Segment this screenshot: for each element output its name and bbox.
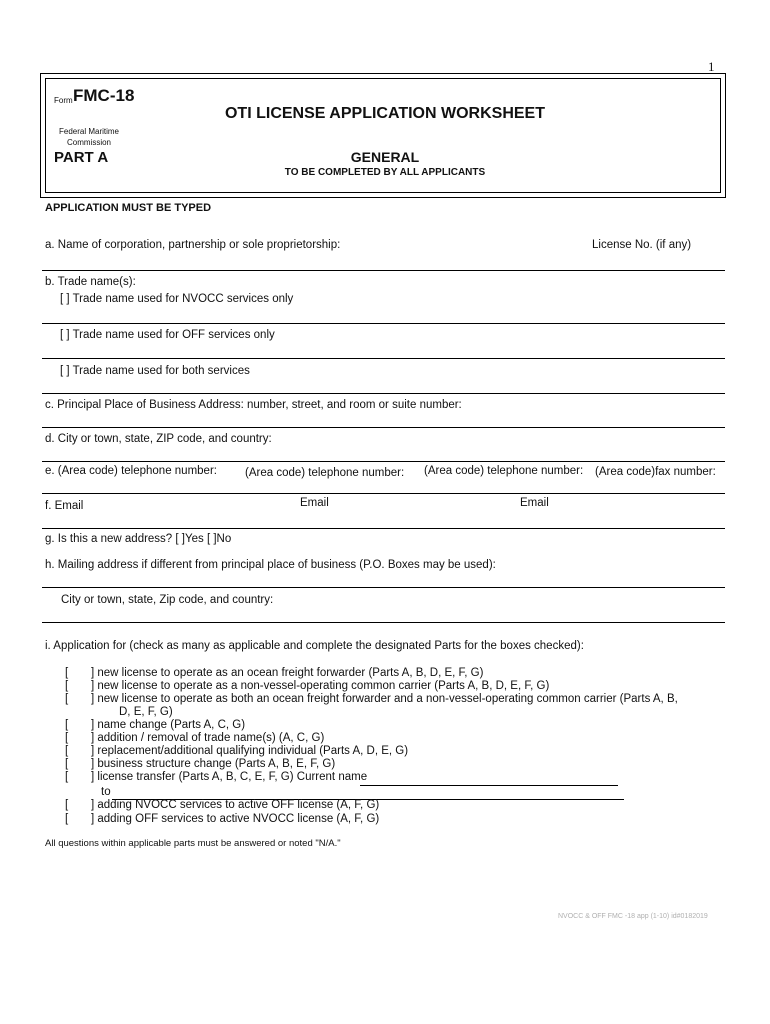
current-name-line[interactable]	[360, 785, 618, 786]
option-new-both-continued: D, E, F, G)	[119, 706, 173, 718]
checkbox-bracket[interactable]: [	[65, 745, 69, 757]
phone-3-label: (Area code) telephone number:	[424, 465, 584, 477]
transfer-to-label: to	[101, 786, 111, 798]
option-name-change[interactable]	[65, 719, 245, 731]
question-e-phone-1: e. (Area code) telephone number:	[45, 465, 217, 477]
question-g-new-address[interactable]: g. Is this a new address? [ ]Yes [ ]No	[45, 533, 232, 545]
checkbox-bracket[interactable]: [	[65, 680, 69, 692]
option-business-structure[interactable]	[65, 758, 335, 770]
field-line-h1[interactable]	[42, 587, 725, 588]
checkbox-bracket[interactable]: [	[65, 813, 69, 825]
section-subtitle: TO BE COMPLETED BY ALL APPLICANTS	[284, 167, 486, 178]
must-type-notice: APPLICATION MUST BE TYPED	[45, 202, 212, 214]
question-a: a. Name of corporation, partnership or sole proprietorship:	[45, 239, 341, 251]
option-label: ] replacement/additional qualifying individual (Parts A, D, E, G)	[91, 745, 409, 757]
checkbox-bracket[interactable]: [	[65, 667, 69, 679]
license-number-label: License No. (if any)	[592, 239, 692, 251]
checkbox-bracket[interactable]: [	[65, 758, 69, 770]
option-label: ] new license to operate as both an ocean freight forwarder and a non-vessel-operating common carrier (Parts A, B,	[91, 693, 678, 705]
section-title: GENERAL	[350, 149, 420, 165]
form-footer-id: NVOCC & OFF FMC -18 app (1-10) id#0182019	[558, 913, 708, 920]
trade-name-both-option[interactable]: [ ] Trade name used for both services	[60, 365, 250, 377]
part-label: PART A	[54, 149, 109, 166]
phone-2-label: (Area code) telephone number:	[245, 467, 405, 479]
question-f-email: f. Email	[45, 500, 84, 512]
option-label: ] license transfer (Parts A, B, C, E, F, G) Current name	[91, 771, 368, 783]
option-new-nvocc[interactable]	[65, 680, 549, 692]
option-label: ] adding NVOCC services to active OFF license (A, F, G)	[91, 799, 380, 811]
field-line-d[interactable]	[42, 461, 725, 462]
form-title: OTI LICENSE APPLICATION WORKSHEET	[224, 105, 545, 122]
question-h: h. Mailing address if different from principal place of business (P.O. Boxes may be used):	[45, 559, 496, 571]
field-line-e[interactable]	[42, 493, 725, 494]
form-label: Form	[54, 96, 73, 105]
mailing-city-label: City or town, state, Zip code, and country:	[61, 594, 274, 606]
option-add-nvocc[interactable]	[65, 799, 379, 811]
checkbox-bracket[interactable]: [	[65, 799, 69, 811]
checkbox-bracket[interactable]: [	[65, 693, 69, 705]
field-line-h2[interactable]	[42, 622, 725, 623]
trade-name-nvocc-option[interactable]: [ ] Trade name used for NVOCC services only	[60, 293, 294, 305]
option-label: ] name change (Parts A, C, G)	[91, 719, 246, 731]
field-line-b1[interactable]	[42, 323, 725, 324]
trade-name-off-option[interactable]: [ ] Trade name used for OFF services only	[60, 329, 275, 341]
page-number: 1	[708, 59, 715, 74]
agency-name	[54, 126, 124, 148]
field-line-c[interactable]	[42, 427, 725, 428]
question-i: i. Application for (check as many as applicable and complete the designated Parts for the boxes checked):	[45, 640, 584, 652]
option-add-off[interactable]	[65, 813, 379, 825]
option-new-both[interactable]	[65, 693, 678, 705]
checkbox-bracket[interactable]: [	[65, 771, 69, 783]
question-c: c. Principal Place of Business Address: number, street, and room or suite number:	[45, 399, 462, 411]
field-line-b2[interactable]	[42, 358, 725, 359]
field-line-b3[interactable]	[42, 393, 725, 394]
question-b: b. Trade name(s):	[45, 276, 136, 288]
form-number: FMC-18	[73, 86, 135, 105]
header-box	[40, 73, 726, 198]
checkbox-bracket[interactable]: [	[65, 732, 69, 744]
option-label: ] new license to operate as a non-vessel-operating common carrier (Parts A, B, D, E, F, G)	[91, 680, 550, 692]
option-trade-name[interactable]	[65, 732, 324, 744]
option-qualifying-individual[interactable]	[65, 745, 408, 757]
question-d: d. City or town, state, ZIP code, and country:	[45, 433, 272, 445]
option-new-off[interactable]	[65, 667, 483, 679]
option-label: ] addition / removal of trade name(s) (A, C, G)	[91, 732, 325, 744]
agency-line-1: Federal Maritime	[58, 127, 119, 136]
option-label: ] new license to operate as an ocean freight forwarder (Parts A, B, D, E, F, G)	[91, 667, 484, 679]
option-license-transfer[interactable]	[65, 771, 367, 783]
email-3-label: Email	[520, 497, 549, 509]
fax-label: (Area code)fax number:	[595, 466, 716, 478]
email-2-label: Email	[300, 497, 329, 509]
option-label: ] business structure change (Parts A, B, E, F, G)	[91, 758, 336, 770]
agency-line-2: Commission	[66, 138, 111, 147]
option-label: ] adding OFF services to active NVOCC license (A, F, G)	[91, 813, 380, 825]
field-line-a[interactable]	[42, 270, 725, 271]
checkbox-bracket[interactable]: [	[65, 719, 69, 731]
completion-note: All questions within applicable parts must be answered or noted "N/A."	[45, 838, 341, 849]
field-line-f[interactable]	[42, 528, 725, 529]
